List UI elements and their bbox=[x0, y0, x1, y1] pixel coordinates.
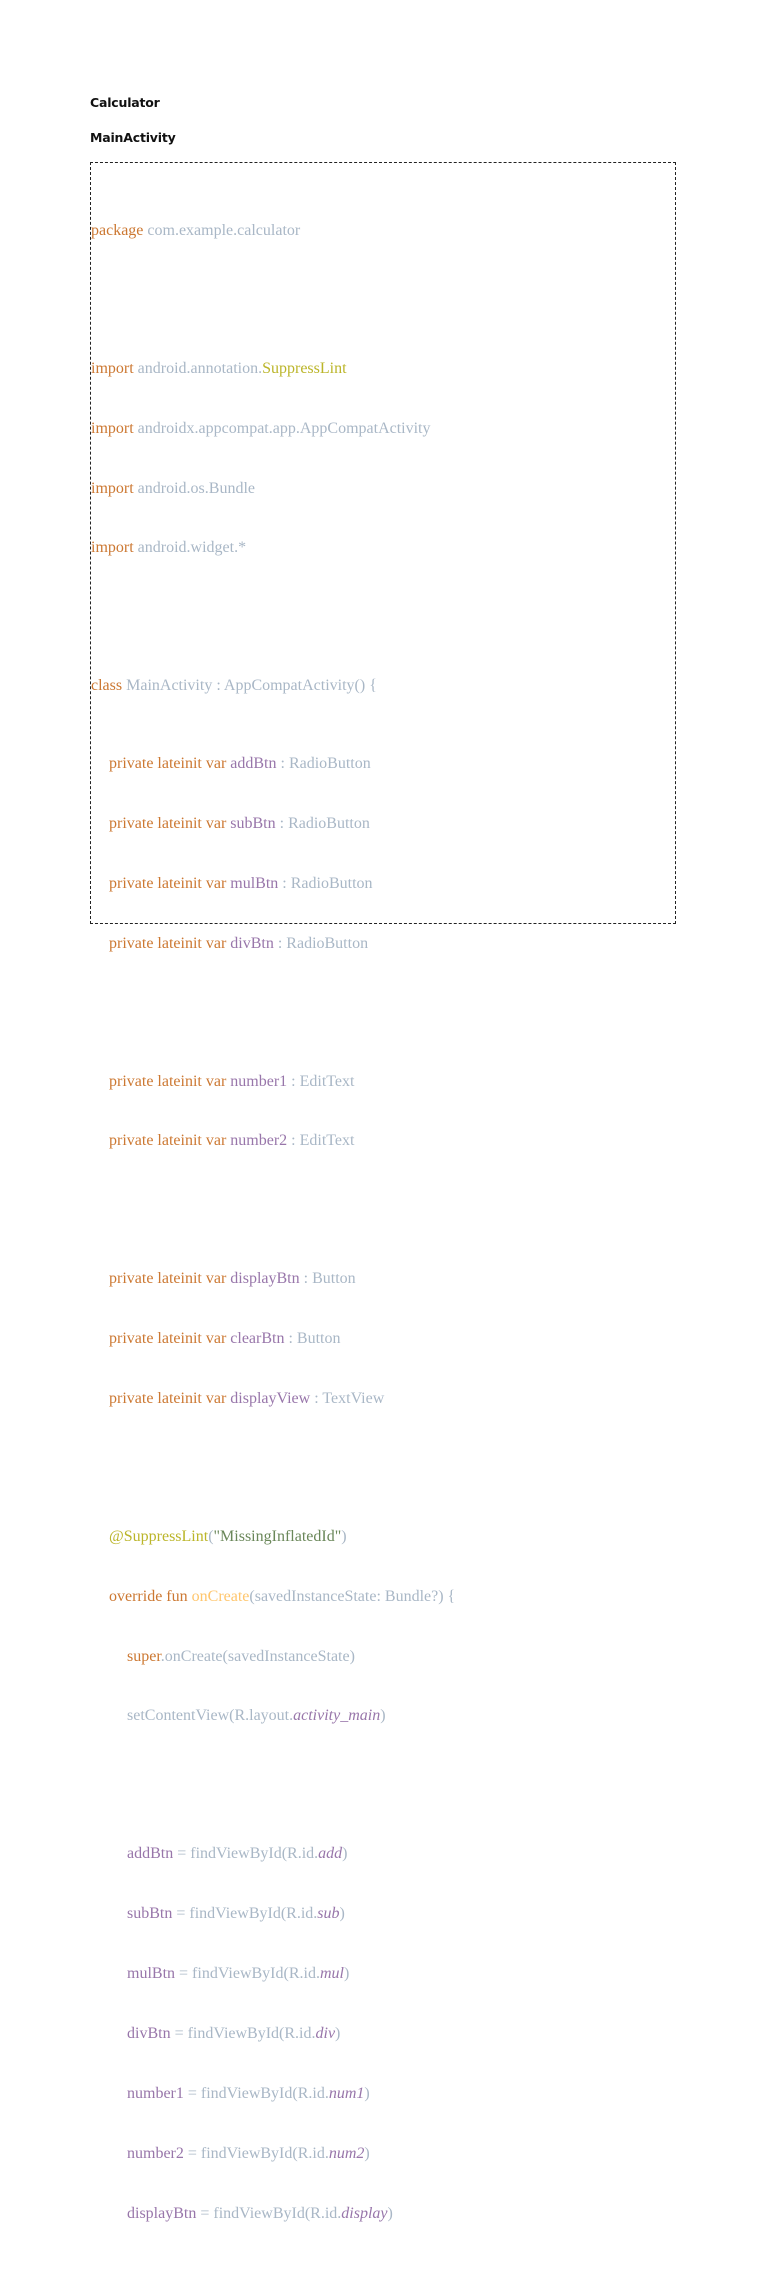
keyword: class bbox=[91, 677, 123, 695]
id-ref: mul bbox=[319, 1965, 344, 1983]
import-path: android.os.Bundle bbox=[133, 479, 255, 497]
keyword: super bbox=[127, 1647, 161, 1665]
method-call: = findViewById(R.id. bbox=[173, 1845, 319, 1863]
field-type: : Button bbox=[299, 1270, 356, 1288]
code-line-import bbox=[91, 477, 455, 501]
code-block bbox=[90, 162, 676, 2222]
layout-ref: activity_main bbox=[293, 1707, 381, 1725]
field-name: number1 bbox=[127, 2084, 184, 2102]
modifier: private lateinit var bbox=[109, 1270, 231, 1288]
field-type: : RadioButton bbox=[273, 934, 369, 952]
paren: ) bbox=[364, 2144, 370, 2162]
method-call: = findViewById(R.id. bbox=[170, 2024, 316, 2042]
field-name: number1 bbox=[230, 1072, 288, 1090]
field-type: : EditText bbox=[287, 1072, 355, 1090]
code-line-import bbox=[91, 357, 455, 381]
modifier: private lateinit var bbox=[109, 1390, 231, 1408]
code-line-import bbox=[91, 536, 455, 560]
field-name: clearBtn bbox=[230, 1330, 285, 1348]
code-line-field bbox=[91, 1267, 455, 1291]
paren: ) bbox=[341, 1527, 347, 1545]
keyword: import bbox=[91, 359, 134, 377]
modifier: private lateinit var bbox=[109, 934, 231, 952]
field-type: : RadioButton bbox=[276, 755, 371, 773]
paren: ) bbox=[342, 1845, 348, 1863]
field-name: subBtn bbox=[230, 815, 276, 833]
code-line-field bbox=[91, 1070, 455, 1094]
document-title: Calculator bbox=[90, 95, 160, 110]
code-line-assign bbox=[91, 2202, 455, 2226]
paren: ) bbox=[339, 1905, 345, 1923]
keyword: package bbox=[91, 222, 144, 239]
method-call: = findViewById(R.id. bbox=[175, 1965, 320, 1983]
code-line-super bbox=[91, 1645, 455, 1669]
field-type: : TextView bbox=[310, 1390, 385, 1408]
code-line-blank bbox=[91, 1447, 455, 1471]
field-type: : RadioButton bbox=[275, 815, 370, 833]
method-call: = findViewById(R.id. bbox=[183, 2084, 329, 2102]
paren: ) bbox=[335, 2024, 341, 2042]
id-ref: num2 bbox=[328, 2144, 365, 2162]
field-name: mulBtn bbox=[230, 874, 279, 892]
import-path: android.widget.* bbox=[133, 539, 247, 557]
modifier: private lateinit var bbox=[109, 1330, 231, 1348]
code-line-assign bbox=[91, 2142, 455, 2166]
code-line-assign bbox=[91, 2082, 455, 2106]
id-ref: sub bbox=[317, 1905, 340, 1923]
code-line-field bbox=[91, 1129, 455, 1153]
paren: ) bbox=[364, 2084, 370, 2102]
import-path: androidx.appcompat.app.AppCompatActivity bbox=[133, 419, 431, 437]
code-line-field bbox=[91, 872, 455, 896]
import-class: SuppressLint bbox=[262, 359, 347, 377]
method-call: = findViewById(R.id. bbox=[196, 2204, 342, 2222]
field-name: divBtn bbox=[230, 934, 274, 952]
code-line-blank bbox=[91, 596, 455, 620]
code-line-field bbox=[91, 812, 455, 836]
field-name: number2 bbox=[127, 2144, 184, 2162]
modifier: private lateinit var bbox=[109, 874, 231, 892]
keyword: import bbox=[91, 419, 134, 437]
code-line-field bbox=[91, 752, 455, 776]
code-line-package bbox=[91, 219, 455, 243]
paren: ) bbox=[387, 2204, 393, 2222]
field-name: displayBtn bbox=[230, 1270, 300, 1288]
modifier: private lateinit var bbox=[109, 755, 231, 773]
method-call: = findViewById(R.id. bbox=[172, 1905, 318, 1923]
field-name: displayView bbox=[230, 1390, 311, 1408]
function-name: onCreate bbox=[191, 1587, 250, 1605]
modifier: private lateinit var bbox=[109, 1072, 231, 1090]
code-line-class bbox=[91, 674, 455, 698]
keyword: override fun bbox=[109, 1587, 192, 1605]
code-line-field bbox=[91, 1387, 455, 1411]
code-line-assign bbox=[91, 1902, 455, 1926]
import-path: android.annotation. bbox=[133, 359, 263, 377]
id-ref: num1 bbox=[328, 2084, 365, 2102]
code-line-blank bbox=[91, 992, 455, 1016]
modifier: private lateinit var bbox=[109, 1132, 231, 1150]
paren: ( bbox=[208, 1527, 214, 1545]
code-line-field bbox=[91, 1327, 455, 1351]
field-type: : RadioButton bbox=[278, 874, 373, 892]
function-params: (savedInstanceState: Bundle?) { bbox=[249, 1587, 456, 1605]
keyword: import bbox=[91, 479, 134, 497]
field-type: : EditText bbox=[287, 1132, 355, 1150]
field-name: number2 bbox=[230, 1132, 288, 1150]
string-literal: "MissingInflatedId" bbox=[213, 1527, 342, 1545]
field-name: addBtn bbox=[230, 755, 277, 773]
paren: ) bbox=[343, 1965, 350, 1983]
code-line-blank bbox=[91, 279, 455, 303]
class-declaration: MainActivity : AppCompatActivity() { bbox=[122, 677, 377, 695]
code-line-import bbox=[91, 417, 455, 441]
code-line-assign bbox=[91, 1962, 455, 1986]
section-title: MainActivity bbox=[90, 130, 176, 145]
code-line-setcontent bbox=[91, 1704, 455, 1728]
field-name: divBtn bbox=[127, 2024, 171, 2042]
method-call: .onCreate(savedInstanceState) bbox=[160, 1647, 355, 1665]
id-ref: div bbox=[315, 2024, 336, 2042]
field-name: addBtn bbox=[127, 1845, 174, 1863]
paren: ) bbox=[380, 1707, 386, 1725]
code-line-method bbox=[91, 1585, 455, 1609]
modifier: private lateinit var bbox=[109, 815, 231, 833]
method-call: = findViewById(R.id. bbox=[183, 2144, 329, 2162]
field-name: subBtn bbox=[127, 1905, 173, 1923]
method-call: setContentView(R.layout. bbox=[127, 1707, 294, 1725]
code-content bbox=[91, 165, 455, 2280]
package-name: com.example.calculator bbox=[143, 222, 301, 239]
field-type: : Button bbox=[284, 1330, 341, 1348]
id-ref: add bbox=[318, 1845, 343, 1863]
annotation: @SuppressLint bbox=[109, 1527, 209, 1545]
code-line-assign bbox=[91, 2022, 455, 2046]
keyword: import bbox=[91, 539, 134, 557]
code-line-assign bbox=[91, 1842, 455, 1866]
field-name: mulBtn bbox=[127, 1965, 176, 1983]
code-line-blank bbox=[91, 1189, 455, 1213]
code-line-blank bbox=[91, 1764, 455, 1788]
id-ref: display bbox=[341, 2204, 388, 2222]
field-name: displayBtn bbox=[127, 2204, 197, 2222]
code-line-field bbox=[91, 932, 455, 956]
code-line-annotation bbox=[91, 1525, 455, 1549]
